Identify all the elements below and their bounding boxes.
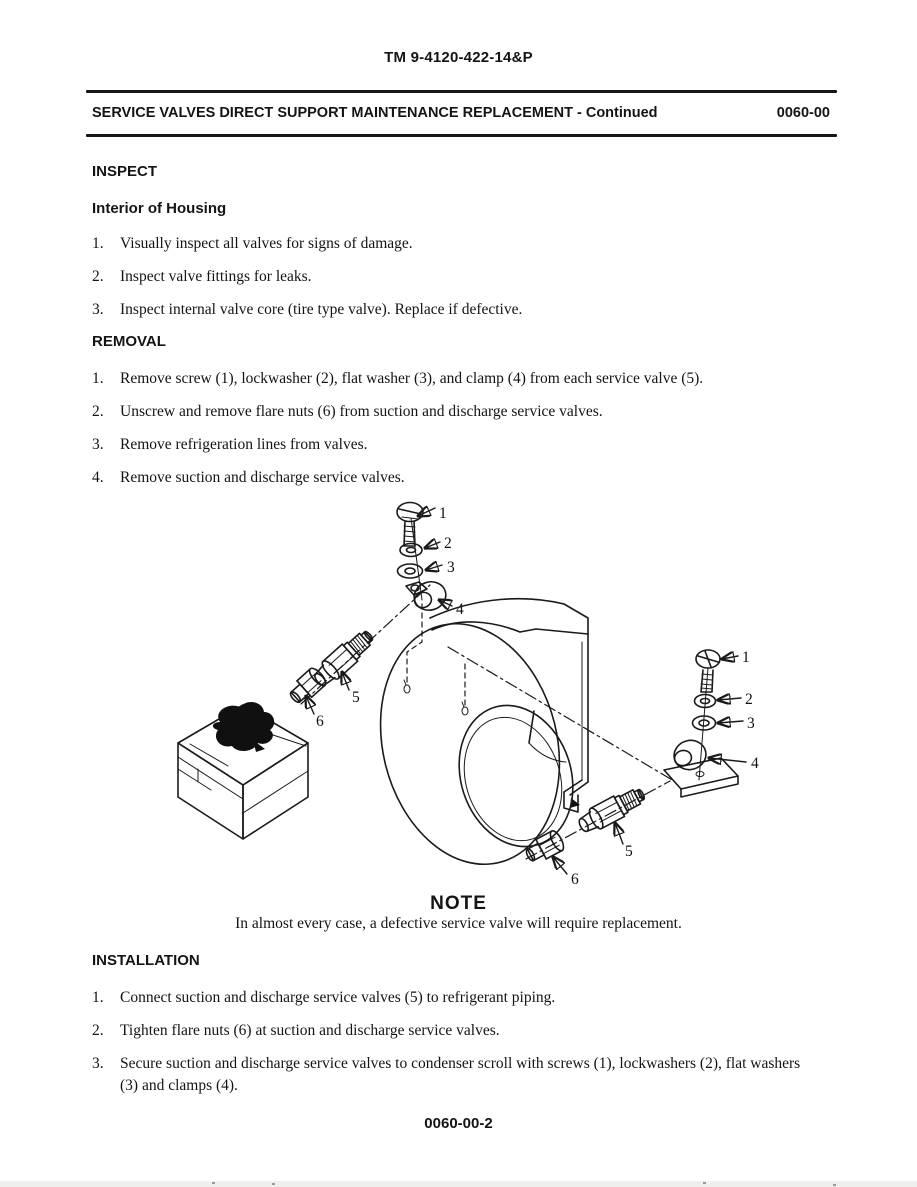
scan-speck: [703, 1182, 706, 1184]
callout-label: 5: [625, 843, 633, 860]
item-number: 3.: [92, 436, 104, 453]
horizontal-rule-mid: [86, 134, 837, 137]
item-number: 3.: [92, 301, 104, 318]
page-number: 0060-00-2: [424, 1115, 493, 1132]
list-item: [92, 1053, 832, 1097]
item-number: 2.: [92, 1022, 104, 1039]
inspect-subheading: Interior of Housing: [92, 200, 227, 217]
callout-label: 2: [444, 535, 452, 552]
callout-label: 4: [751, 755, 759, 772]
item-number: 3.: [92, 1055, 104, 1072]
flare-nut-right: [523, 829, 579, 888]
condenser-scroll: [356, 599, 590, 884]
callout-label: 1: [439, 505, 447, 522]
item-text: Inspect valve fittings for leaks.: [120, 268, 312, 285]
flat-washer-part: [398, 564, 423, 578]
centerline-left: [301, 585, 430, 704]
tm-number: TM 9-4120-422-14&P: [384, 49, 533, 66]
item-text: Remove screw (1), lockwasher (2), flat washer (3), and clamp (4) from each service valve (5).: [120, 370, 704, 387]
item-text: Unscrew and remove flare nuts (6) from suction and discharge service valves.: [120, 403, 603, 420]
installation-heading: INSTALLATION: [92, 952, 200, 969]
scan-speck: [833, 1184, 836, 1186]
valve-silhouette: [213, 702, 274, 751]
scan-speck: [212, 1182, 215, 1184]
callout-label: 1: [742, 649, 750, 666]
item-number: 1.: [92, 235, 104, 252]
item-text: Inspect internal valve core (tire type valve). Replace if defective.: [120, 301, 523, 318]
fastener-stack-right: [664, 649, 759, 797]
callout-label: 6: [316, 713, 324, 730]
clamp-part: [406, 578, 450, 615]
list-item: [92, 987, 832, 1009]
fastener-stack-left: [397, 503, 464, 619]
item-number: 1.: [92, 989, 104, 1006]
service-valve-left: [310, 626, 378, 706]
list-item: [92, 299, 832, 321]
list-item: [92, 467, 832, 489]
item-number: 1.: [92, 370, 104, 387]
page-title: SERVICE VALVES DIRECT SUPPORT MAINTENANCE REPLACEMENT - Continued: [92, 105, 658, 121]
item-number: 4.: [92, 469, 104, 486]
screw-part: [397, 503, 423, 547]
item-number: 2.: [92, 268, 104, 285]
list-item: [92, 1020, 832, 1042]
title-bar: [92, 105, 830, 121]
callout-label: 3: [747, 715, 755, 732]
list-item: [92, 266, 832, 288]
exploded-diagram: [168, 492, 808, 892]
flare-nut-left: [286, 666, 329, 730]
list-item: [92, 233, 832, 255]
callout-label: 2: [745, 691, 753, 708]
item-text: Connect suction and discharge service valves (5) to refrigerant piping.: [120, 989, 556, 1006]
scan-speck: [272, 1183, 275, 1185]
list-item: [92, 434, 832, 456]
list-item: [92, 401, 832, 423]
item-text: Secure suction and discharge service valves to condenser scroll with screws (1), lockwashers (2), flat washers (3) and clamps (4).: [120, 1055, 801, 1094]
removal-heading: REMOVAL: [92, 333, 166, 350]
note-heading: NOTE: [430, 893, 487, 914]
inspect-heading: INSPECT: [92, 163, 158, 180]
item-text: Visually inspect all valves for signs of damage.: [120, 235, 413, 252]
item-text: Remove refrigeration lines from valves.: [120, 436, 368, 453]
mounting-bracket: [664, 758, 738, 797]
item-text: Tighten flare nuts (6) at suction and discharge service valves.: [120, 1022, 500, 1039]
list-item: [92, 368, 832, 390]
callout-label: 5: [352, 689, 360, 706]
callout-label: 3: [447, 559, 455, 576]
scan-artifact-band: [0, 1181, 917, 1187]
callout-label: 4: [456, 601, 464, 618]
valve-housing-box: [178, 702, 308, 839]
callout-label: 6: [571, 871, 579, 888]
horizontal-rule-top: [86, 90, 837, 93]
item-number: 2.: [92, 403, 104, 420]
service-valve-right: [575, 783, 648, 860]
item-text: Remove suction and discharge service valves.: [120, 469, 405, 486]
work-package-number: 0060-00: [776, 105, 830, 121]
note-text: In almost every case, a defective service valve will require replacement.: [235, 915, 682, 932]
